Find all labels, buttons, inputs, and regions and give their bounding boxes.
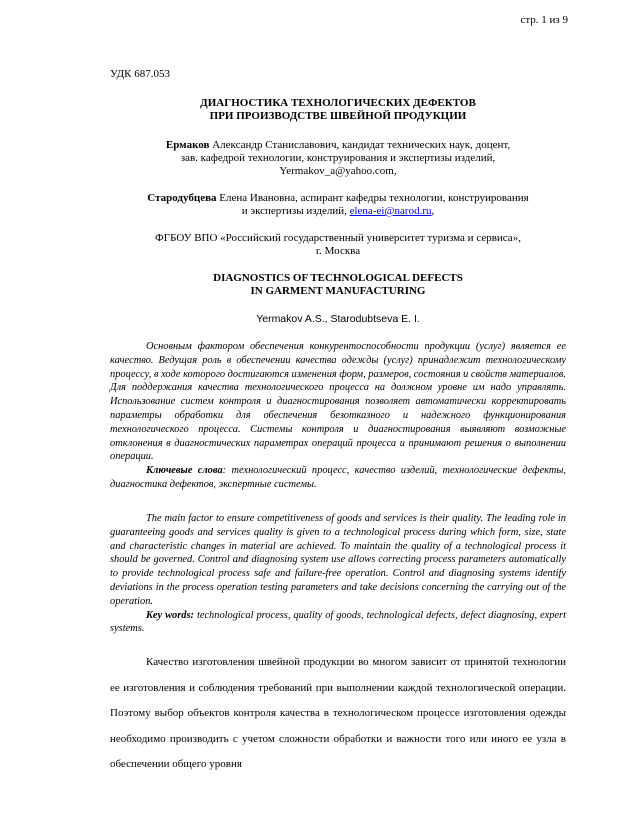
abstract-en bbox=[110, 512, 566, 636]
affiliation-line-1: ФГБОУ ВПО «Российский государственный университет туризма и сервиса», bbox=[155, 232, 521, 244]
title-ru-line-2: ПРИ ПРОИЗВОДСТВЕ ШВЕЙНОЙ ПРОДУКЦИИ bbox=[209, 110, 467, 122]
author-1-surname: Ермаков bbox=[165, 139, 210, 151]
keywords-en-text: technological process, quality of goods, technological defects, defect diagnosing, expert systems. bbox=[110, 609, 566, 635]
title-en-line-2: IN GARMENT MANUFACTURING bbox=[250, 285, 426, 297]
author-2-block bbox=[110, 192, 566, 218]
udk-code: УДК 687.053 bbox=[110, 68, 171, 80]
title-en bbox=[110, 272, 566, 298]
author-2-surname: Стародубцева bbox=[147, 192, 217, 204]
author-1-line-1 bbox=[110, 139, 566, 152]
body-text bbox=[110, 650, 566, 778]
keywords-en bbox=[110, 609, 566, 637]
keywords-ru-label: Ключевые слова bbox=[146, 465, 223, 477]
author-1-details: Александр Станиславович, кандидат технических наук, доцент, bbox=[209, 139, 511, 151]
keywords-ru bbox=[110, 464, 566, 492]
author-2-email-link[interactable]: elena-ei@narod.ru bbox=[349, 205, 432, 217]
author-2-details: Елена Ивановна, аспирант кафедры технологии, конструирования bbox=[216, 192, 529, 204]
keywords-ru-text: : технологический процесс, качество изделий, технологические дефекты, диагностика дефектов, экспертные системы. bbox=[110, 465, 566, 490]
page-number: стр. 1 из 9 bbox=[520, 14, 568, 26]
abstract-en-text: The main factor to ensure competitiveness of goods and services is their quality. The leading role in guaranteeing goods and services quality is given to a technological process during which form, size, state and characteristic changes in material are achieved. To maintain the quality of a technological process it should be governed. Control and diagnosing system use allows correcting process parameters automatically to provide technological process safe and failure-free operation. Control and diagnosing systems identify deviations in the process operation testing parameters and take decisions concerning the carrying out of the operation. bbox=[110, 513, 566, 607]
author-1-email: Yermakov_a@yahoo.com, bbox=[279, 165, 397, 177]
abstract-ru bbox=[110, 340, 566, 492]
author-2-line-1 bbox=[110, 192, 566, 205]
author-2-line-2: и экспертизы изделий, elena-ei@narod.ru, bbox=[241, 205, 435, 217]
author-1-line-2: зав. кафедрой технологии, конструирования и экспертизы изделий, bbox=[180, 152, 496, 164]
authors-en: Yermakov A.S., Starodubtseva E. I. bbox=[256, 313, 420, 325]
author-1-block bbox=[110, 139, 566, 178]
title-ru-line-1: ДИАГНОСТИКА ТЕХНОЛОГИЧЕСКИХ ДЕФЕКТОВ bbox=[200, 97, 476, 109]
keywords-en-label: Key words: bbox=[146, 609, 194, 621]
title-ru bbox=[110, 97, 566, 123]
title-en-line-1: DIAGNOSTICS OF TECHNOLOGICAL DEFECTS bbox=[213, 272, 463, 284]
affiliation bbox=[110, 232, 566, 258]
abstract-ru-text: Основным фактором обеспечения конкурентоспособности продукции (услуг) является ее качество. Ведущая роль в обеспечении качества одежды (услуг) принадлежит технологическому процессу, в ходе которого достигаются изменения форм, размеров, состояния и свойств материалов. Для поддержания качества технологического процесса на должном уровне им надо управлять. Использование систем контроля и диагностирования позволяет автоматически корректировать параметры обработки для обеспечения безотказного и надежного функционирования технологического процесса. Системы контроля и диагностирования выявляют возможные отклонения в диагностических параметрах операций процесса и принимают решения о выполнении операции. bbox=[110, 341, 566, 463]
affiliation-line-2: г. Москва bbox=[315, 245, 361, 257]
body-paragraph-1: Качество изготовления швейной продукции во многом зависит от принятой технологии ее изготовления и соблюдения требований при выполнении каждой технологической операции. Поэтому выбор объектов контроля качества в технологическом процессе изготовления одежды необходимо производить с учетом сложности обработки и важности того или иного ее узла в обеспечении общего уровня bbox=[110, 656, 566, 770]
